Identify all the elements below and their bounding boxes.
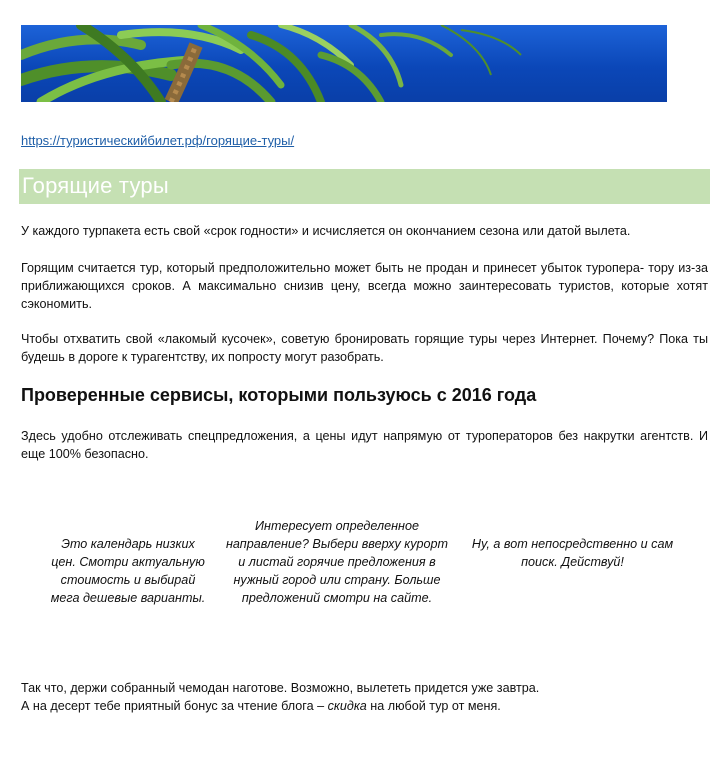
intro-paragraph: У каждого турпакета есть свой «срок годности» и исчисляется он окончанием сезона или датой вылета. bbox=[21, 224, 631, 238]
closing-line-2-prefix: А на десерт тебе приятный бонус за чтение блога – bbox=[21, 699, 328, 713]
closing-text bbox=[21, 679, 539, 715]
article-link[interactable]: https://туристическийбилет.рф/горящие-туры/ bbox=[21, 133, 295, 148]
services-heading: Проверенные сервисы, которыми пользуюсь с 2016 года bbox=[21, 385, 537, 405]
hot-tour-paragraph: Горящим считается тур, который предположительно может быть не продан и принесет убыток туропера- тору из-за приближающихся сроков. А максимально снизив цену, всегда можно заинтересовать туристов, которые хотят сэкономить. bbox=[21, 261, 708, 311]
palm-leaves-graphic bbox=[21, 25, 667, 102]
discount-word: скидка bbox=[327, 699, 367, 713]
direction-widget-caption: Интересует определенное направление? Выбери вверху курорт и листай горячие предложения в нужный город или страну. Больше предложений смотри на сайте. bbox=[226, 519, 448, 605]
services-intro-paragraph: Здесь удобно отслеживать спецпредложения, а цены идут напрямую от туроператоров без накрутки агентств. И еще 100% безопасно. bbox=[21, 429, 708, 461]
calendar-widget-caption: Это календарь низких цен. Смотри актуальную стоимость и выбирай мега дешевые варианты. bbox=[50, 537, 206, 605]
closing-line-2 bbox=[21, 697, 539, 715]
search-widget-caption: Ну, а вот непосредственно и сам поиск. Действуй! bbox=[471, 537, 674, 569]
page-title: Горящие туры bbox=[22, 173, 169, 198]
closing-line-1: Так что, держи собранный чемодан наготове. Возможно, вылететь придется уже завтра. bbox=[21, 681, 540, 695]
section-title-bar bbox=[19, 169, 710, 204]
closing-line-2-suffix: на любой тур от меня. bbox=[366, 699, 501, 713]
palm-tree-banner-image bbox=[21, 25, 667, 102]
booking-paragraph: Чтобы отхватить свой «лакомый кусочек», советую бронировать горящие туры через Интернет. Почему? Пока ты будешь в дороге к турагентству, их попросту могут разобрать. bbox=[21, 332, 708, 364]
